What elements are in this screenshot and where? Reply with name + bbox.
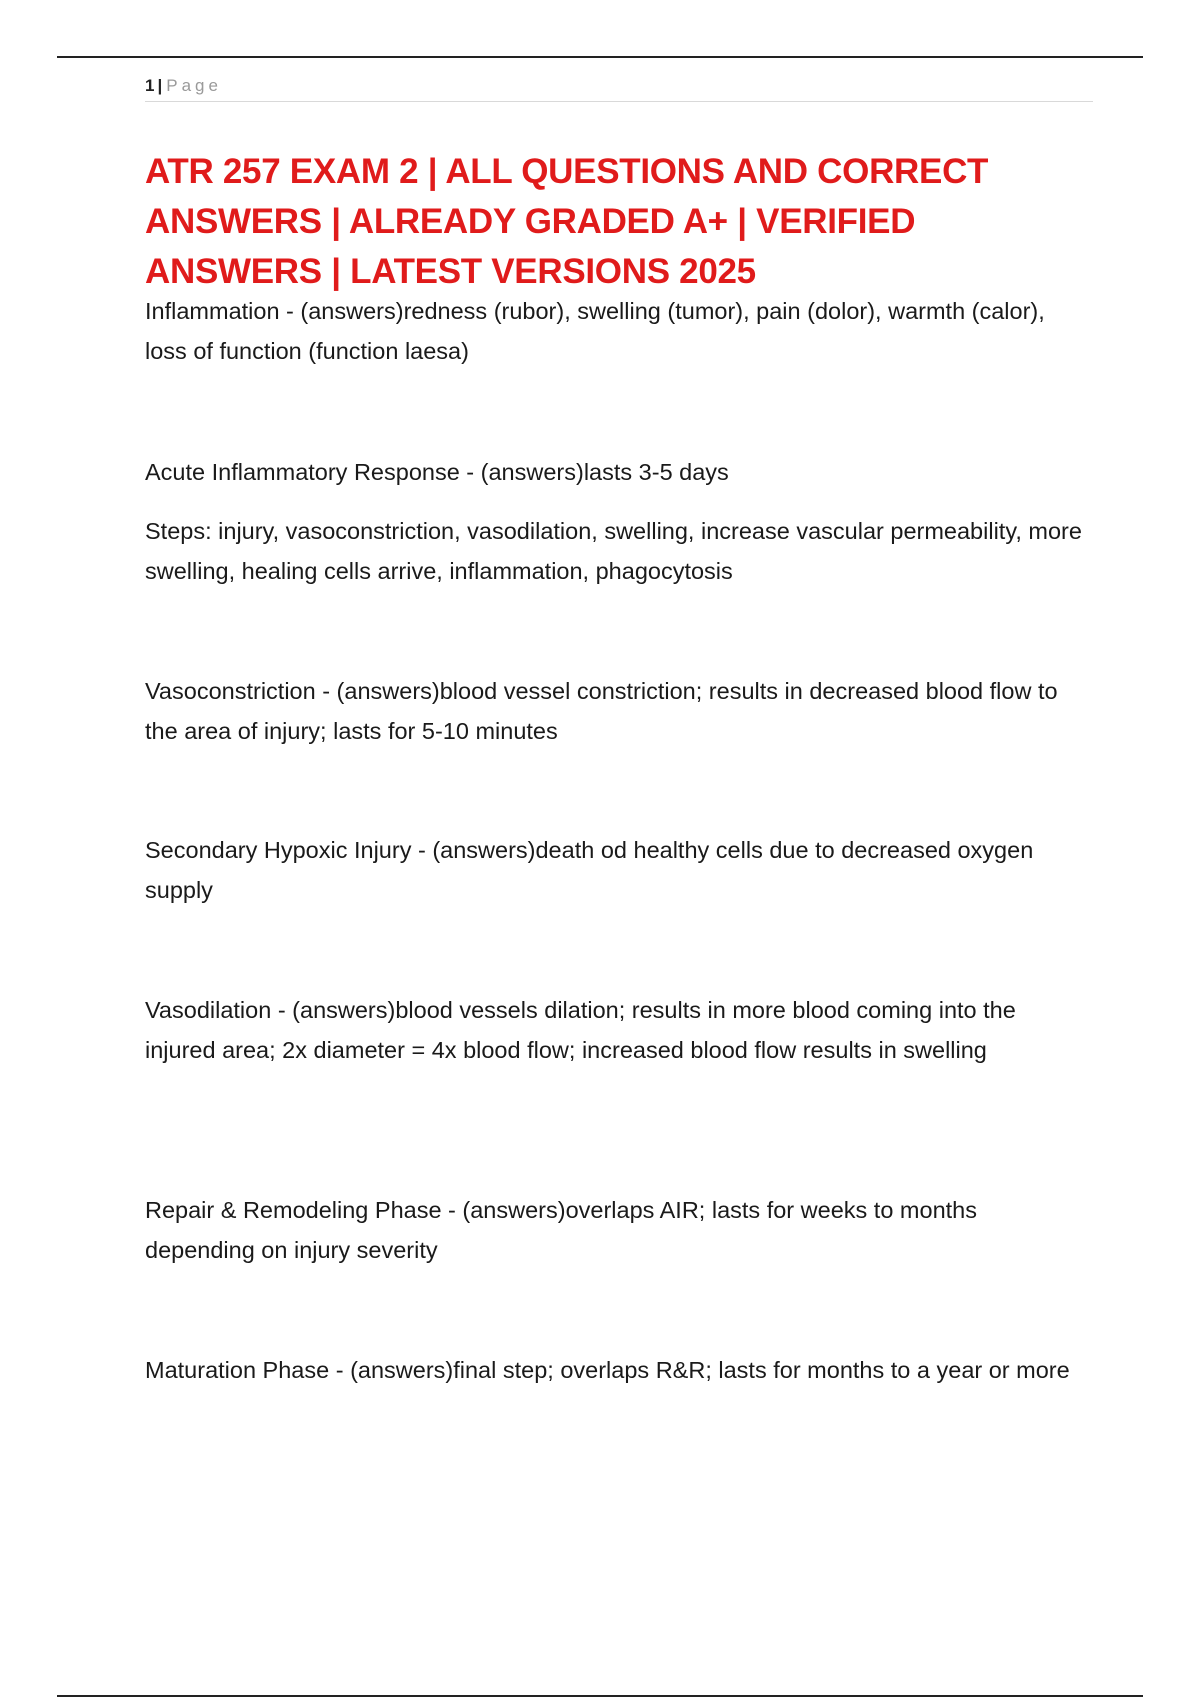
page-label: Page: [166, 76, 222, 95]
entry-inflammation: Inflammation - (answers)redness (rubor), swelling (tumor), pain (dolor), warmth (calor), loss of function (function laesa): [145, 298, 1045, 364]
document-title: ATR 257 EXAM 2 | ALL QUESTIONS AND CORRECT ANSWERS | ALREADY GRADED A+ | VERIFIED ANSWERS | LATEST VERSIONS 2025: [145, 152, 989, 291]
entry-vasoconstriction: Vasoconstriction - (answers)blood vessel constriction; results in decreased blood flow to the area of injury; lasts for 5-10 minutes: [145, 678, 1058, 744]
entry-acute-inflammatory-response: Acute Inflammatory Response - (answers)lasts 3-5 days: [145, 459, 729, 485]
entry-maturation-phase: Maturation Phase - (answers)final step; overlaps R&R; lasts for months to a year or more: [145, 1357, 1070, 1383]
page-header: [145, 73, 1093, 102]
bottom-rule: [57, 1695, 1143, 1697]
entry-steps: Steps: injury, vasoconstriction, vasodilation, swelling, increase vascular permeability, more swelling, healing cells arrive, inflammation, phagocytosis: [145, 518, 1082, 584]
entry-secondary-hypoxic-injury: Secondary Hypoxic Injury - (answers)death od healthy cells due to decreased oxygen supply: [145, 837, 1034, 903]
page-number: 1: [145, 76, 155, 95]
entry-repair-remodeling-phase: Repair & Remodeling Phase - (answers)overlaps AIR; lasts for weeks to months depending on injury severity: [145, 1197, 977, 1263]
page-separator: |: [157, 76, 163, 95]
entry-vasodilation: Vasodilation - (answers)blood vessels dilation; results in more blood coming into the injured area; 2x diameter = 4x blood flow; increased blood flow results in swelling: [145, 997, 1016, 1063]
top-rule: [57, 56, 1143, 58]
